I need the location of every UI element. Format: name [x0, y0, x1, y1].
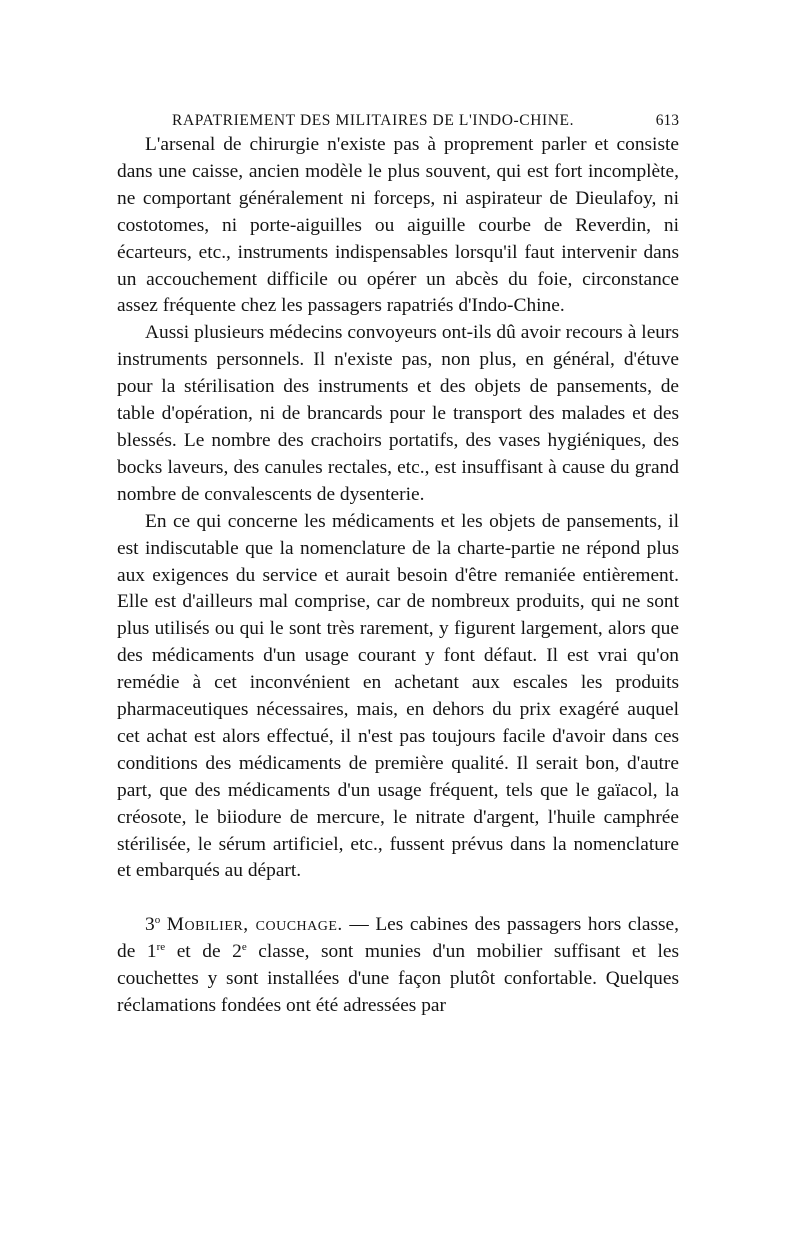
running-head [117, 112, 679, 130]
page-number: 613 [655, 112, 679, 129]
section-mobilier [117, 912, 679, 1020]
section-number: 3 [145, 914, 155, 936]
paragraph-arsenal: L'arsenal de chirurgie n'existe pas à proprement parler et consiste dans une caisse, ancien modèle le plus souvent, qui est fort incomplète, ne comportant généralement ni forceps, ni aspirateur de Dieulafoy, ni costotomes, ni porte-aiguilles ou aiguille courbe de Reverdin, ni écarteurs, etc., instruments indispensables lorsqu'il faut intervenir dans un accouchement difficile ou opérer un abcès du foie, circonstance assez fréquente chez les passagers rapatriés d'Indo-Chine. [117, 134, 679, 317]
paragraph-instruments: Aussi plusieurs médecins convoyeurs ont-ils dû avoir recours à leurs instruments personnels. Il n'existe pas, non plus, en général, d'étuve pour la stérilisation des instruments et des objets de pansements, de table d'opération, ni de brancards pour le transport des malades et des blessés. Le nombre des crachoirs portatifs, des vases hygiéniques, des bocks laveurs, des canules rectales, etc., est insuffisant à cause du grand nombre de convalescents de dysenterie. [117, 322, 679, 505]
ordinal-premiere: re [156, 941, 166, 954]
section-number-ordinal: o [154, 914, 161, 927]
section-dash: — [342, 914, 376, 936]
section-text-c: classe, sont munies d'un mobilier suffisant et les couchettes y sont installées d'une façon plutôt confortable. Quelques réclamations fondées ont été adressées par [117, 941, 679, 1017]
section-text-a: Les cabines des passagers hors classe, de 1 [117, 914, 679, 963]
ordinal-deuxieme: e [241, 941, 247, 954]
running-title: RAPATRIEMENT DES MILITAIRES DE L'INDO-CHINE. [172, 112, 575, 129]
section-heading: Mobilier, couchage. [166, 914, 343, 936]
paragraph-medicaments: En ce qui concerne les médicaments et les objets de pansements, il est indiscutable que la nomenclature de la charte-partie ne répond plus aux exigences du service et aurait besoin d'être remaniée entièrement. Elle est d'ailleurs mal comprise, car de nombreux produits, qui ne sont plus utilisés ou qui le sont très rarement, y figurent largement, alors que des médicaments d'un usage courant y font défaut. Il est vrai qu'on remédie à cet inconvénient en achetant aux escales les produits pharmaceutiques nécessaires, mais, en dehors du prix exagéré auquel cet achat est alors effectué, il n'est pas toujours facile d'avoir dans ces conditions des médicaments de première qualité. Il serait bon, d'autre part, que des médicaments d'un usage fréquent, tels que le gaïacol, la créosote, le biiodure de mercure, le nitrate d'argent, l'huile camphrée stérilisée, le sérum artificiel, etc., fussent prévus dans la nomenclature et embarqués au départ. [117, 510, 679, 882]
page [117, 112, 679, 1020]
section-text-b: et de 2 [165, 941, 242, 963]
